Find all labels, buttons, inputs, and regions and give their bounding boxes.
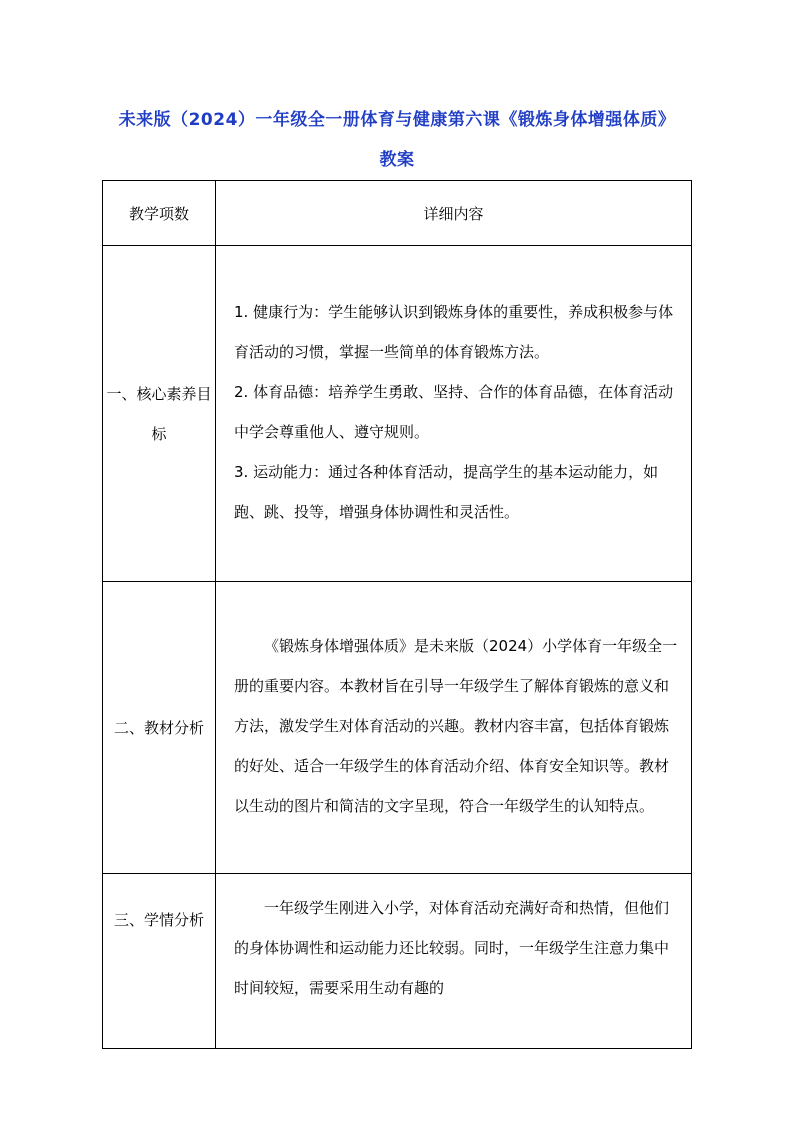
goal-paragraph: 3. 运动能力：通过各种体育活动，提高学生的基本运动能力，如跑、跳、投等，增强身体协调性和灵活性。 [234, 463, 659, 521]
row-content-learner-analysis [216, 874, 692, 1049]
table-row [103, 246, 692, 582]
row-label-textbook-analysis: 二、教材分析 [103, 582, 216, 874]
header-detail-column: 详细内容 [216, 181, 692, 246]
row-label-core-literacy-goals: 一、核心素养目标 [103, 246, 216, 582]
header-item-column: 教学项数 [103, 181, 216, 246]
goal-paragraph: 1. 健康行为：学生能够认识到锻炼身体的重要性，养成积极参与体育活动的习惯，掌握一些简单的体育锻炼方法。 [234, 303, 674, 361]
table-row [103, 582, 692, 874]
row-label-learner-analysis: 三、学情分析 [103, 874, 216, 1049]
table-header-row [103, 181, 692, 246]
row-content-textbook-analysis [216, 582, 692, 874]
table-row [103, 874, 692, 1049]
lesson-plan-table [102, 180, 692, 1049]
document-title: 未来版（2024）一年级全一册体育与健康第六课《锻炼身体增强体质》教案 [118, 110, 676, 170]
learner-paragraph: 一年级学生刚进入小学，对体育活动充满好奇和热情，但他们的身体协调性和运动能力还比较弱。同时，一年级学生注意力集中时间较短，需要采用生动有趣的 [234, 899, 670, 997]
row-content-core-literacy-goals [216, 246, 692, 582]
goal-paragraph: 2. 体育品德：培养学生勇敢、坚持、合作的体育品德，在体育活动中学会尊重他人、遵守规则。 [234, 383, 674, 441]
analysis-paragraph: 《锻炼身体增强体质》是未来版（2024）小学体育一年级全一册的重要内容。本教材旨在引导一年级学生了解体育锻炼的意义和方法，激发学生对体育活动的兴趣。教材内容丰富，包括体育锻炼的好处、适合一年级学生的体育活动介绍、体育安全知识等。教材以生动的图片和简洁的文字呈现，符合一年级学生的认知特点。 [234, 637, 678, 815]
